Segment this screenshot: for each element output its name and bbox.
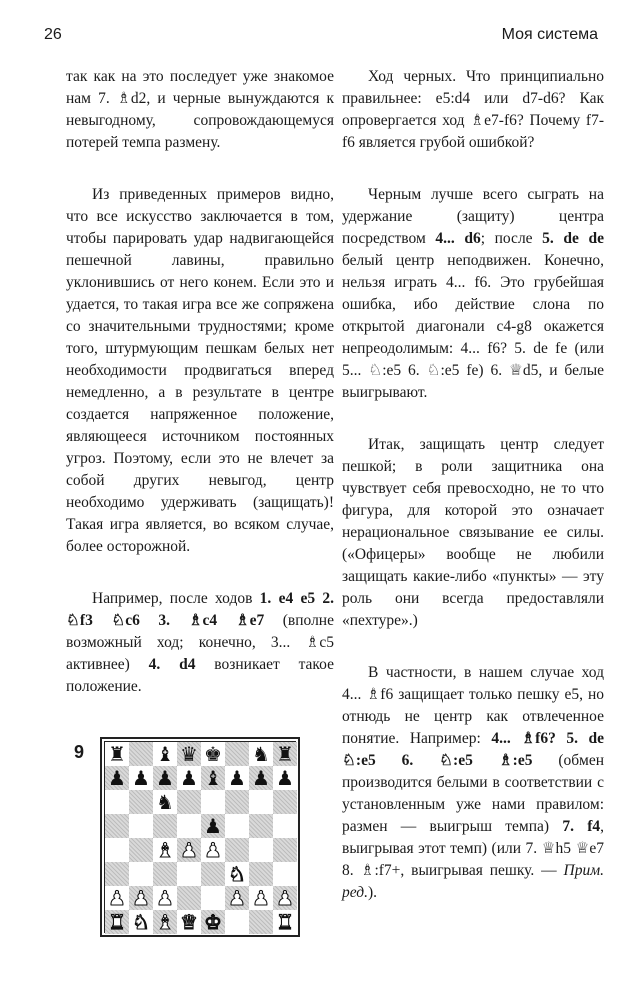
paragraph: Итак, защищать центр следует пешкой; в роли защитника она чувствует себя превосходно, не то что фигура, для которой это означает нерациональное связывание ее силы. («Офицеры» вообще не любили защищать какие-либо «пункты» — эту роль они всегда предоставляли «пехтуре».) [342, 436, 604, 629]
board-square [153, 910, 177, 934]
bold-move: :e5 6. [355, 752, 440, 769]
board-square [153, 886, 177, 910]
board-square [201, 862, 225, 886]
board-square [225, 862, 249, 886]
bishop-icon: ♗ [116, 90, 131, 107]
knight-icon: ♘ [111, 612, 126, 629]
board-square [201, 790, 225, 814]
bold-move: 7. f4 [562, 818, 601, 835]
bold-move: c4 [202, 612, 236, 629]
board-square [225, 886, 249, 910]
bold-move: 4. d4 [148, 656, 196, 673]
board-square [249, 886, 273, 910]
black-knight-icon: ♞ [252, 742, 270, 766]
white-pawn-icon: ♟ [156, 886, 174, 910]
white-pawn-icon: ♟ [180, 838, 198, 862]
bold-move: 1. e4 e5 2. [259, 590, 334, 607]
bold-move: 4... [491, 730, 522, 747]
paragraph: Из приведенных примеров видно, что все искусство заключается в том, чтобы парировать удар надвигающейся пешечной лавины, правильно уклонившись от него конем. Если это и удается, то такая игра все же сопряжена со значительными трудностями; кроме того, штурмующим пешкам белых нет необходимости продвигаться вперед немедленно, а в результате в центре создается напряженное положение, являющееся источником постоянных угроз. Поэтому, если это не влечет за собой других невыгод, центр необходимо удерживать (защищать)! Такая игра является, во всяком случае, более осторожной. [66, 186, 334, 555]
board-square [105, 742, 129, 766]
white-knight-icon: ♞ [228, 862, 246, 886]
chess-diagram [100, 737, 300, 937]
knight-icon: ♘ [342, 752, 356, 769]
paragraph: Черным лучше всего сыграть на удержание (защиту) центра посредством 4... d6; после 5. de de белый центр неподвижен. Конечно, нельзя играть 4... f6. Это грубейшая ошибка, ибо действие слона по открытой диагонали c4-g8 окажется непреодолимым: 4... f6? 5. de fe (или 5... ♘:e5 6. ♘:e5 fe) 6. ♕d5, и белые выигрывают. [342, 186, 605, 401]
board-square [249, 790, 273, 814]
white-pawn-icon: ♟ [132, 886, 150, 910]
board-square [153, 814, 177, 838]
paragraph: В частности, в нашем случае ход 4... ♗f6 защищает только пешку e5, но отнюдь не центр как отвлеченное понятие. Например: 4... ♗f6? 5. de ♘:e5 6. ♘:e5 ♗:e5 (обмен производится белыми в соответствии с установленным уже нами правилом: размен — выигрыш темпа) 7. f4, выигрывая этот темп) (или 7. ♕h5 ♕e7 8. ♗:f7+, выигрывая пешку. — Прим. ред.). [342, 664, 605, 901]
board-square [177, 838, 201, 862]
white-pawn-icon: ♟ [252, 886, 270, 910]
black-pawn-icon: ♟ [204, 814, 222, 838]
bold-move: :e5 [512, 752, 533, 769]
board-square [129, 838, 153, 862]
white-knight-icon: ♞ [132, 910, 150, 934]
board-square [129, 910, 153, 934]
black-queen-icon: ♛ [180, 742, 198, 766]
board-square [273, 910, 297, 934]
queen-icon: ♕ [541, 840, 556, 857]
white-pawn-icon: ♟ [204, 838, 222, 862]
bishop-icon: ♗ [305, 634, 320, 651]
board-square [249, 766, 273, 790]
board-square [129, 766, 153, 790]
board-square [249, 862, 273, 886]
paragraph: так как на это последует уже знакомое нам 7. ♗d2, и черные вынуждаются к невыгодному, сопровождающемуся потерей темпа размену. [66, 68, 334, 151]
board-square [105, 862, 129, 886]
bold-move: e7 [249, 612, 265, 629]
board-square [201, 766, 225, 790]
white-bishop-icon: ♝ [156, 910, 174, 934]
white-rook-icon: ♜ [108, 910, 126, 934]
white-pawn-icon: ♟ [228, 886, 246, 910]
board-square [225, 790, 249, 814]
board-square [177, 862, 201, 886]
board-square [273, 886, 297, 910]
board-square [177, 886, 201, 910]
board-square [225, 910, 249, 934]
black-pawn-icon: ♟ [156, 766, 174, 790]
bishop-icon: ♗ [360, 862, 375, 879]
italic-note: Прим. ред. [342, 862, 604, 901]
page-header [44, 26, 598, 50]
bold-move: f3 [79, 612, 112, 629]
black-king-icon: ♚ [204, 742, 222, 766]
board-square [225, 838, 249, 862]
black-rook-icon: ♜ [276, 742, 294, 766]
knight-icon: ♘ [426, 362, 441, 379]
bold-move: 4... d6 [435, 230, 481, 247]
board-square [249, 814, 273, 838]
paragraph: Например, после ходов 1. e4 e5 2. ♘f3 ♘c6 3. ♗c4 ♗e7 (вполне возможный ход; конечно, 3... ♗c5 активнее) 4. d4 возникает такое положение. [66, 590, 334, 695]
board-square [273, 862, 297, 886]
white-bishop-icon: ♝ [156, 838, 174, 862]
black-knight-icon: ♞ [156, 790, 174, 814]
running-title: Моя система [501, 26, 598, 43]
board-square [177, 790, 201, 814]
paragraph: Ход черных. Что принципиально правильнее: e5:d4 или d7-d6? Как опровергается ход ♗e7-f6? Почему f7-f6 является грубой ошибкой? [342, 68, 604, 151]
board-square [249, 838, 273, 862]
black-rook-icon: ♜ [108, 742, 126, 766]
black-bishop-icon: ♝ [204, 766, 222, 790]
black-pawn-icon: ♟ [252, 766, 270, 790]
board-square [129, 790, 153, 814]
white-queen-icon: ♛ [180, 910, 198, 934]
board-square [177, 814, 201, 838]
board-square [201, 910, 225, 934]
bold-move: f6? 5. de [535, 730, 605, 747]
board-square [153, 838, 177, 862]
white-pawn-icon: ♟ [276, 886, 294, 910]
black-pawn-icon: ♟ [108, 766, 126, 790]
board-square [129, 742, 153, 766]
board-square [225, 814, 249, 838]
left-column [66, 66, 334, 728]
black-pawn-icon: ♟ [228, 766, 246, 790]
knight-icon: ♘ [368, 362, 383, 379]
board-square [177, 766, 201, 790]
board-square [105, 886, 129, 910]
board-square [129, 862, 153, 886]
knight-icon: ♘ [439, 752, 454, 769]
bishop-icon: ♗ [521, 730, 536, 747]
board-square [225, 766, 249, 790]
board-square [273, 814, 297, 838]
board-square [249, 910, 273, 934]
board-square [153, 766, 177, 790]
white-rook-icon: ♜ [276, 910, 294, 934]
board-square [249, 742, 273, 766]
bold-move: 5. de de [542, 230, 605, 247]
queen-icon: ♕ [509, 362, 523, 379]
board-square [273, 838, 297, 862]
black-pawn-icon: ♟ [180, 766, 198, 790]
white-king-icon: ♚ [204, 910, 222, 934]
page-number: 26 [44, 26, 62, 43]
board-square [273, 742, 297, 766]
bishop-icon: ♗ [188, 612, 203, 629]
board-square [105, 814, 129, 838]
white-pawn-icon: ♟ [108, 886, 126, 910]
black-pawn-icon: ♟ [132, 766, 150, 790]
board-square [153, 742, 177, 766]
bishop-icon: ♗ [366, 686, 381, 703]
right-column [342, 66, 604, 934]
board-square [273, 766, 297, 790]
board-square [105, 790, 129, 814]
board-square [225, 742, 249, 766]
board-square [129, 886, 153, 910]
knight-icon: ♘ [66, 612, 80, 629]
board-square [201, 838, 225, 862]
diagram-number: 9 [74, 742, 85, 762]
board-square [201, 742, 225, 766]
board-square [273, 790, 297, 814]
board-square [177, 910, 201, 934]
board-square [201, 814, 225, 838]
bold-move: c6 3. [125, 612, 189, 629]
board-square [201, 886, 225, 910]
board-square [153, 862, 177, 886]
board-square [105, 910, 129, 934]
bishop-icon: ♗ [235, 612, 250, 629]
chess-board [104, 741, 296, 933]
board-square [105, 838, 129, 862]
board-square [105, 766, 129, 790]
board-square [129, 814, 153, 838]
board-square [177, 742, 201, 766]
board-square [153, 790, 177, 814]
bishop-icon: ♗ [470, 112, 485, 129]
bold-move: :e5 [453, 752, 499, 769]
black-pawn-icon: ♟ [276, 766, 294, 790]
queen-icon: ♕ [575, 840, 590, 857]
bishop-icon: ♗ [498, 752, 513, 769]
black-bishop-icon: ♝ [156, 742, 174, 766]
